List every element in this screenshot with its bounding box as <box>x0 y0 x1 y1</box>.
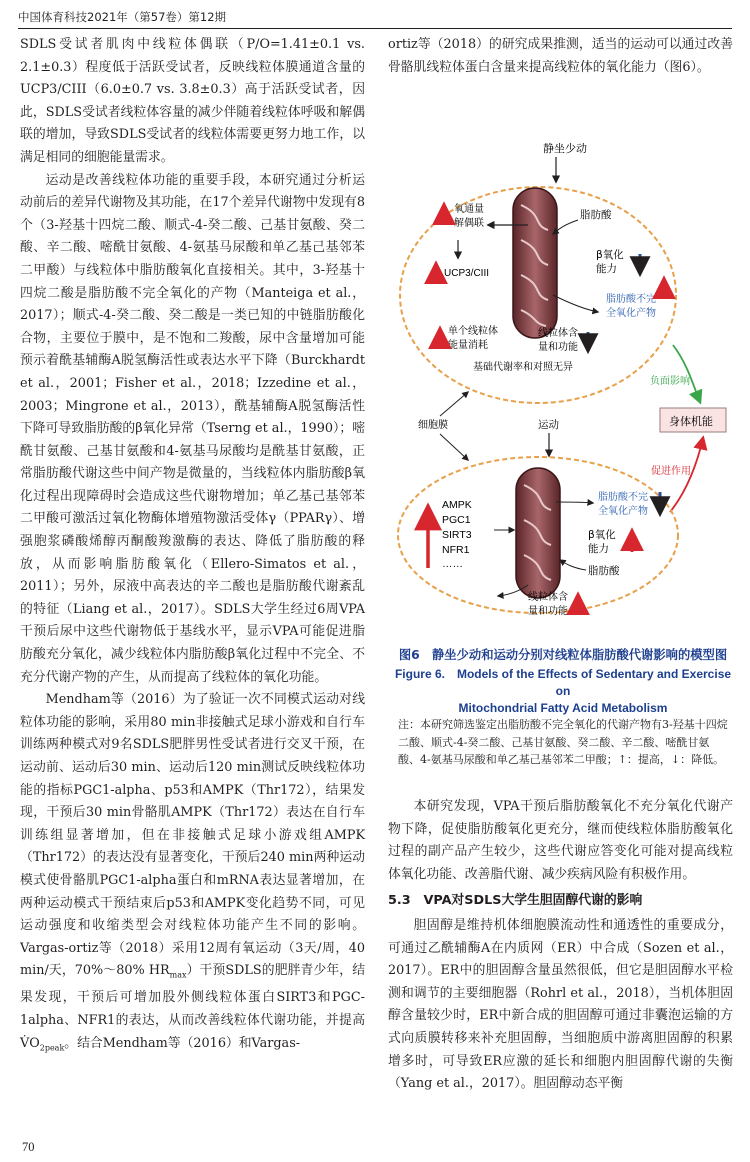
label-body-function: 身体机能 <box>669 415 713 428</box>
label-incomplete-bottom-1: 脂肪酸不完 <box>598 492 648 503</box>
protein-nfr1: NFR1 <box>442 544 470 556</box>
label-fatty-acid-bottom: 脂肪酸 <box>588 565 620 577</box>
label-incomplete-top-2: 全氧化产物 <box>606 308 656 319</box>
figure-6 <box>388 130 738 620</box>
label-promote-effect: 促进作用 <box>651 466 691 477</box>
protein-list <box>442 499 472 570</box>
paragraph-vpa-findings: 本研究发现，VPA干预后脂肪酸氧化不充分氧化代谢产物下降，促使脂肪酸氧化更充分，继而使线粒体脂肪酸氧化过程的副产品产生较少，这些代谢应答变化可能对提高线粒体氧化功能、改善脂代谢、减少疾病风险有积极作用。 <box>388 799 733 882</box>
label-basal-rate: 基础代谢率和对照无异 <box>473 362 573 373</box>
label-single-mito-1: 单个线粒体 <box>448 326 498 337</box>
journal-title: 中国体育科技2021年（第57卷）第12期 <box>18 10 227 24</box>
p3-text-a: Mendham等（2016）为了验证一次不同模式运动对线粒体功能的影响，采用80 min非接触式足球小游戏和自行车训练两种模式对9名SDLS肥胖男性受试者进行交叉干预，在运动前、运动后30 min、运动后120 min测试反映线粒体功能的指标PGC1-alpha、p53和AMPK（Thr172），结果发现，干预后30 min骨骼肌AMPK（Thr172）表达在自行车训练组显著增加，但在非接触式足球小游戏组AMPK（Thr172）的表达没有显著变化，干预后240 min两种运动模式使骨骼肌PGC1-alpha蛋白和mRNA表达显著增加，在两种运动模式干预结束后p53和AMPK变化趋势不同，可见运动强度和收缩类型会对线粒体功能产生不同的影响。Vargas-ortiz等（2018）采用12周有氧运动（3天/周，40 min/天，70%～80% HR <box>20 692 365 979</box>
label-o2-2: 解偶联 <box>454 218 484 229</box>
label-negative-effect: 负面影响 <box>650 376 690 387</box>
protein-more: …… <box>442 558 463 570</box>
protein-ampk: AMPK <box>442 499 472 511</box>
label-fatty-acid-top: 脂肪酸 <box>580 209 612 221</box>
left-column <box>20 34 365 1060</box>
section-title-5-3: 5.3 VPA对SDLS大学生胆固醇代谢的影响 <box>388 893 643 909</box>
p3-sub-max: max <box>169 970 187 980</box>
figure-caption-english <box>388 666 738 717</box>
paragraph-mendham-study <box>20 689 365 1060</box>
paragraph-sdls-uncoupling: SDLS受试者肌肉中线粒体偶联（P/O=1.41±0.1 vs. 2.1±0.3）程度低于活跃受试者，反映线粒体膜通道含量的UCP3/CIII（6.0±0.7 vs. 3.8±0.3）高于活跃受试者，因此，SDLS受试者线粒体容量的减少伴随着线粒体呼吸和解偶联的增加，导致SDLS受试者的线粒体需要更努力地工作，以满足相同的细胞能量需求。 <box>20 37 365 165</box>
protein-sirt3: SIRT3 <box>442 529 472 541</box>
label-mito-content-bottom-2: 量和功能 <box>528 606 568 617</box>
p3-text-b: ）干预SDLS的肥胖青少年，结果发现，干预后可增加股外侧线粒体蛋白SIRT3和PGC-1alpha、NFR1的表达，从而改善线粒体代谢功能，并提高V̇O <box>20 963 365 1051</box>
arrow-membrane-top <box>440 392 468 416</box>
arrow-to-incomplete <box>553 295 598 312</box>
right-column-lower <box>388 796 733 1096</box>
label-beta-ox-bottom-1: β氧化 <box>588 529 616 541</box>
figure-caption-chinese: 图6 静坐少动和运动分别对线粒体脂肪酸代谢影响的模型图 <box>398 648 728 662</box>
label-exercise: 运动 <box>538 419 559 431</box>
p3-sub-vo2: 2peak <box>39 1043 65 1053</box>
figure-caption-english-line1: Figure 6. Models of the Effects of Sedentary and Exercise on <box>394 667 732 698</box>
page-number: 70 <box>22 1140 35 1154</box>
figure-caption-english-line2: Mitochondrial Fatty Acid Metabolism <box>458 701 668 715</box>
label-mito-content-top-2: 量和功能 <box>538 342 578 353</box>
p3-text-c: 。结合Mendham等（2016）和Vargas- <box>64 1035 301 1051</box>
label-mito-content-bottom-1: 线粒体含 <box>528 592 568 603</box>
label-cell-membrane: 细胞膜 <box>418 420 448 431</box>
label-ucp3: UCP3/CIII <box>444 268 490 279</box>
label-sedentary: 静坐少动 <box>543 142 587 155</box>
label-single-mito-2: 能量消耗 <box>448 340 488 351</box>
figure-note: 注：本研究筛选鉴定出脂肪酸不完全氧化的代谢产物有3-羟基十四烷二酸、顺式-4-癸二酸、己基甘氨酸、癸二酸、辛二酸、嘧酰甘氨酸、4-氨基马尿酸和单乙基己基邻苯二甲酸；↑：提高，↓：降低。 <box>398 718 728 766</box>
label-incomplete-bottom-2: 全氧化产物 <box>598 506 648 517</box>
arrow-membrane-bottom <box>440 434 468 460</box>
label-beta-ox-top-1: β氧化 <box>596 249 624 261</box>
mitochondrion-bottom-icon <box>516 468 560 598</box>
arrow-fatty-acid-in-bottom <box>560 560 586 570</box>
paragraph-vargas-continuation: ortiz等（2018）的研究成果推测，适当的运动可以通过改善骨骼肌线粒体蛋白含量来提高线粒体的氧化能力（图6）。 <box>388 37 733 75</box>
paragraph-cholesterol: 胆固醇是维持机体细胞膜流动性和通透性的重要成分，可通过乙酰辅酶A在内质网（ER）中合成（Sozen et al.，2017）。ER中的胆固醇含量虽然很低，但它是胆固醇水平检测和调节的主要细胞器（Rohrl et al.，2018），当机体胆固醇含量较少时，ER中新合成的胆固醇可通过非囊泡运输的方式向质膜转移来补充胆固醇，当细胞质中游离胆固醇的积累增多时，可导致ER应激的延长和细胞内胆固醇代谢的失衡（Yang et al.，2017）。胆固醇动态平衡 <box>388 917 733 1092</box>
protein-pgc1: PGC1 <box>442 514 471 526</box>
label-incomplete-top-1: 脂肪酸不完 <box>606 294 656 305</box>
label-beta-ox-bottom-2: 能力 <box>588 543 609 555</box>
label-o2-1: 氧通量 <box>454 204 484 215</box>
right-column <box>388 34 733 79</box>
arrow-to-incomplete-bottom <box>556 502 593 503</box>
negative-effect-arrow <box>673 345 700 402</box>
journal-header <box>18 6 732 29</box>
paragraph-exercise-metabolites: 运动是改善线粒体功能的重要手段，本研究通过分析运动前后的差异代谢物及其功能，在17个差异代谢物中发现有8个（3-羟基十四烷二酸、顺式-4-癸二酸、己基甘氨酸、癸二酸、辛二酸、嘧酰甘氨酸、4-氨基马尿酸和单乙基己基邻苯二甲酸）与线粒体中脂肪酸氧化直接相关。其中，3-羟基十四烷二酸是脂肪酸不完全氧化的产物（Manteiga et al.，2017）；顺式-4-癸二酸、癸二酸是一类已知的中链脂肪酸化合物，主要位于膜中，是不饱和二羧酸，尿中含量增加可能预示着酰基辅酶A脱氢酶活性或表达水平下降（Burckhardt et al.，2001；Fisher et al.，2018；Izzedine et al.，2003；Mingrone et al.，2013），酰基辅酶A脱氢酶活性下降可导致脂肪酸的β氧化异常（Tserng et al.，1990）；嘧酰甘氨酸、己基甘氨酸和4-氨基马尿酸均是酰基甘氨酸，正常脂肪酸代谢这些中间产物是微量的，当线粒体内脂肪酸β氧化过程出现障碍时会造成这些代谢物增加；单乙基己基邻苯二甲酸可激活过氧化物酶体增殖物激活受体γ（PPARγ）、增强胞浆磷酸烯醇丙酮酸羧激酶的表达、降低了脂肪酸的释放，从而影响脂肪酸氧化（Ellero-Simatos et al.，2011）；另外，尿液中高表达的辛二酸也是脂肪酸代谢紊乱的特征（Liang et al.，2017）。SDLS大学生经过6周VPA干预后尿中这些代谢物低于基线水平，显示VPA可能促进脂肪酸充分氧化，减少线粒体内脂肪酸β氧化过程中不完全、不充分代谢产物的产生，从而提高了线粒体的氧化功能。 <box>20 172 365 685</box>
label-beta-ox-top-2: 能力 <box>596 263 617 275</box>
mitochondrion-top-icon <box>513 188 557 338</box>
label-mito-content-top-1: 线粒体含 <box>538 328 578 339</box>
